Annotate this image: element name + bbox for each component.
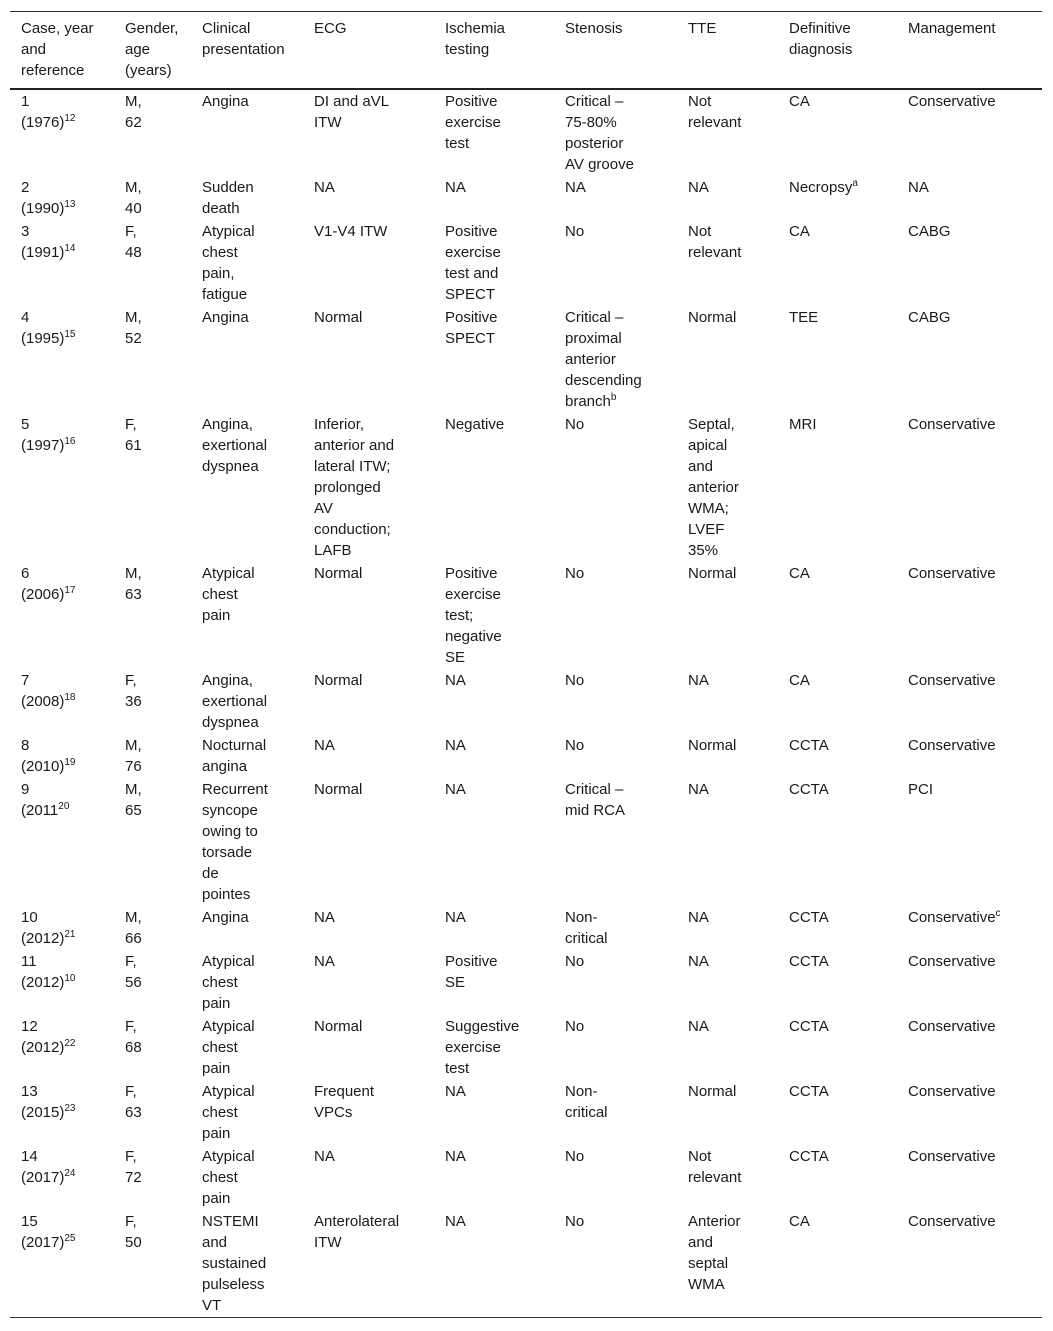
cell-ischemia-testing: Positive exercise test; negative SE — [445, 565, 502, 666]
table-row — [10, 669, 1042, 734]
cell-tte: Septal, apical and anterior WMA; LVEF 35% — [688, 416, 739, 559]
cell-clinical-presentation: Atypical chest pain — [202, 1083, 255, 1142]
case-year: (2006) — [21, 586, 65, 603]
cell-stenosis: Critical – mid RCA — [565, 781, 626, 819]
cell-ischemia-testing: NA — [445, 909, 466, 926]
cell-tte: NA — [688, 909, 709, 926]
cell-ischemia-testing: Positive exercise test — [445, 93, 501, 152]
table-header — [10, 12, 1042, 90]
header-clinical-presentation: Clinical presentation — [202, 20, 285, 58]
cell-case — [10, 1015, 114, 1080]
cell-management: PCI — [908, 781, 934, 798]
case-number: 10 — [21, 909, 38, 926]
cell-ischemia-testing: NA — [445, 179, 466, 196]
gender: F, — [125, 1148, 137, 1165]
table-row — [10, 562, 1042, 669]
cell-stenosis: No — [565, 565, 585, 582]
case-reference: 23 — [64, 1103, 76, 1114]
gender: M, — [125, 909, 142, 926]
cell-definitive-diagnosis: CCTA — [789, 737, 829, 754]
cell-ecg: Anterolateral ITW — [314, 1213, 400, 1251]
cell-case — [10, 734, 114, 778]
cell-management: CABG — [908, 309, 951, 326]
gender: F, — [125, 416, 137, 433]
cell-clinical-presentation: Recurrent syncope owing to torsade de pointes — [202, 781, 268, 903]
cell-tte: NA — [688, 1018, 709, 1035]
cell-ecg: Normal — [314, 1018, 363, 1035]
case-year: (2015) — [21, 1104, 65, 1121]
case-reference: 21 — [64, 929, 76, 940]
gender: M, — [125, 179, 142, 196]
case-reference: 14 — [64, 243, 76, 254]
cell-ischemia-testing: NA — [445, 1148, 466, 1165]
case-reference: 10 — [64, 973, 76, 984]
cell-ischemia-testing: Positive SE — [445, 953, 498, 991]
case-number: 4 — [21, 309, 30, 326]
cell-clinical-presentation: Atypical chest pain — [202, 953, 255, 1012]
case-number: 13 — [21, 1083, 38, 1100]
cell-stenosis: No — [565, 416, 585, 433]
cell-tte: NA — [688, 953, 709, 970]
cell-case — [10, 1080, 114, 1145]
header-gender-age: Gender, age (years) — [125, 20, 179, 79]
cell-tte: Normal — [688, 309, 737, 326]
cell-stenosis: Critical – 75-80% posterior AV groove — [565, 93, 634, 173]
age: 56 — [125, 974, 142, 991]
cell-ecg: Normal — [314, 309, 363, 326]
case-number: 8 — [21, 737, 30, 754]
case-reference: 15 — [64, 329, 76, 340]
cell-ecg: NA — [314, 953, 335, 970]
cell-case — [10, 669, 114, 734]
case-year: (1995) — [21, 330, 65, 347]
cell-stenosis: Non- critical — [565, 909, 608, 947]
cell-gender-age — [114, 906, 191, 950]
cell-ischemia-testing: Negative — [445, 416, 505, 433]
gender: F, — [125, 672, 137, 689]
cell-gender-age — [114, 1080, 191, 1145]
cell-ecg: Frequent VPCs — [314, 1083, 375, 1121]
cell-definitive-diagnosis: CCTA — [789, 781, 829, 798]
cell-management: Conservative — [908, 737, 996, 754]
cell-definitive-diagnosis: CA — [789, 1213, 810, 1230]
gender: M, — [125, 781, 142, 798]
cell-gender-age — [114, 950, 191, 1015]
case-year: (2010) — [21, 758, 65, 775]
case-reference: 25 — [64, 1233, 76, 1244]
table-row — [10, 1145, 1042, 1210]
cell-ecg: NA — [314, 179, 335, 196]
cell-tte: NA — [688, 179, 709, 196]
cell-clinical-presentation: Nocturnal angina — [202, 737, 267, 775]
table-row — [10, 906, 1042, 950]
cell-gender-age — [114, 176, 191, 220]
case-reference: 16 — [64, 436, 76, 447]
cell-tte: Not relevant — [688, 1148, 742, 1186]
cell-stenosis: No — [565, 223, 585, 240]
case-year: (2012) — [21, 974, 65, 991]
cell-definitive-diagnosis: CA — [789, 565, 810, 582]
cell-definitive-diagnosis: CA — [789, 672, 810, 689]
age: 48 — [125, 244, 142, 261]
gender: F, — [125, 223, 137, 240]
cell-stenosis: No — [565, 953, 585, 970]
age: 63 — [125, 586, 142, 603]
cell-stenosis: No — [565, 672, 585, 689]
cell-stenosis: Critical – proximal anterior descending branch$^b$ — [565, 309, 642, 410]
case-number: 9 — [21, 781, 30, 798]
header-ischemia-testing: Ischemia testing — [445, 20, 506, 58]
cell-ecg: Normal — [314, 565, 363, 582]
cell-definitive-diagnosis: CCTA — [789, 909, 829, 926]
gender: F, — [125, 953, 137, 970]
cell-clinical-presentation: NSTEMI and sustained pulseless VT — [202, 1213, 267, 1314]
cell-management: Conservative — [908, 672, 996, 689]
cell-gender-age — [114, 778, 191, 906]
age: 65 — [125, 802, 142, 819]
cell-definitive-diagnosis: CA — [789, 93, 810, 110]
case-reference: 18 — [64, 692, 76, 703]
cell-case — [10, 220, 114, 306]
table-row — [10, 306, 1042, 413]
case-year: (2017) — [21, 1234, 65, 1251]
table-row — [10, 89, 1042, 176]
cell-ecg: DI and aVL ITW — [314, 93, 390, 131]
cell-management: NA — [908, 179, 929, 196]
case-table-container — [10, 11, 1042, 1318]
case-number: 6 — [21, 565, 30, 582]
cell-management: Conservative — [908, 1213, 996, 1230]
cell-gender-age — [114, 562, 191, 669]
header-ecg: ECG — [314, 20, 347, 37]
case-number: 11 — [21, 953, 37, 970]
cell-definitive-diagnosis: TEE — [789, 309, 819, 326]
cell-management: Conservative — [908, 416, 996, 433]
case-number: 3 — [21, 223, 30, 240]
age: 66 — [125, 930, 142, 947]
cell-tte: NA — [688, 781, 709, 798]
case-year: (1990) — [21, 200, 65, 217]
case-number: 14 — [21, 1148, 38, 1165]
cell-management: Conservative — [908, 93, 996, 110]
cell-case — [10, 562, 114, 669]
case-reference: 20 — [58, 801, 70, 812]
table-row — [10, 1210, 1042, 1318]
cell-ischemia-testing: NA — [445, 672, 466, 689]
cell-gender-age — [114, 1145, 191, 1210]
cell-tte: Normal — [688, 1083, 737, 1100]
gender: F, — [125, 1018, 137, 1035]
case-year: (2012) — [21, 930, 65, 947]
case-year: (2008) — [21, 693, 65, 710]
cell-tte: Normal — [688, 565, 737, 582]
cell-gender-age — [114, 1015, 191, 1080]
table-row — [10, 176, 1042, 220]
gender: M, — [125, 565, 142, 582]
cell-tte: Anterior and septal WMA — [688, 1213, 741, 1293]
case-year: (1976) — [21, 114, 65, 131]
age: 63 — [125, 1104, 142, 1121]
cell-clinical-presentation: Atypical chest pain — [202, 1018, 255, 1077]
cell-tte: NA — [688, 672, 709, 689]
gender: F, — [125, 1083, 137, 1100]
cell-definitive-diagnosis: CCTA — [789, 1148, 829, 1165]
cell-case — [10, 906, 114, 950]
case-year: (1997) — [21, 437, 65, 454]
case-reference: 17 — [64, 585, 76, 596]
cell-management: Conservative — [908, 1148, 996, 1165]
cell-case — [10, 413, 114, 562]
table-row — [10, 413, 1042, 562]
cell-clinical-presentation: Angina, exertional dyspnea — [202, 672, 268, 731]
cell-management: Conservative$^c$ — [908, 908, 1001, 926]
age: 50 — [125, 1234, 142, 1251]
case-year: (2017) — [21, 1169, 65, 1186]
cell-clinical-presentation: Sudden death — [202, 179, 254, 217]
age: 68 — [125, 1039, 142, 1056]
case-number: 12 — [21, 1018, 38, 1035]
cell-ecg: Normal — [314, 781, 363, 798]
header-row — [10, 12, 1042, 90]
table-row — [10, 778, 1042, 906]
table-row — [10, 734, 1042, 778]
cell-case — [10, 306, 114, 413]
cell-stenosis: No — [565, 1148, 585, 1165]
cell-tte: Not relevant — [688, 223, 742, 261]
cell-ischemia-testing: NA — [445, 781, 466, 798]
cell-stenosis: No — [565, 737, 585, 754]
table-row — [10, 950, 1042, 1015]
header-definitive-diagnosis: Definitive diagnosis — [789, 20, 853, 58]
age: 62 — [125, 114, 142, 131]
case-reference: 24 — [64, 1168, 76, 1179]
cell-management: Conservative — [908, 953, 996, 970]
cell-definitive-diagnosis: CCTA — [789, 1083, 829, 1100]
age: 52 — [125, 330, 142, 347]
cell-gender-age — [114, 89, 191, 176]
cell-ischemia-testing: NA — [445, 1083, 466, 1100]
cell-stenosis: No — [565, 1213, 585, 1230]
cell-case — [10, 176, 114, 220]
case-reference: 19 — [64, 757, 76, 768]
cell-definitive-diagnosis: CCTA — [789, 953, 829, 970]
case-number: 7 — [21, 672, 30, 689]
cell-case — [10, 1210, 114, 1318]
cell-gender-age — [114, 669, 191, 734]
cell-management: Conservative — [908, 1083, 996, 1100]
cell-clinical-presentation: Atypical chest pain — [202, 1148, 255, 1207]
age: 40 — [125, 200, 142, 217]
cell-ecg: Normal — [314, 672, 363, 689]
cell-clinical-presentation: Angina — [202, 93, 249, 110]
header-management: Management — [908, 20, 996, 37]
cell-stenosis: Non- critical — [565, 1083, 608, 1121]
cell-gender-age — [114, 734, 191, 778]
case-reports-table — [10, 11, 1042, 1318]
cell-ecg: Inferior, anterior and lateral ITW; prolonged AV conduction; LAFB — [314, 416, 395, 559]
gender: M, — [125, 309, 142, 326]
case-number: 1 — [21, 93, 30, 110]
header-stenosis: Stenosis — [565, 20, 623, 37]
table-row — [10, 1080, 1042, 1145]
cell-gender-age — [114, 220, 191, 306]
case-year: (2012) — [21, 1039, 65, 1056]
gender: M, — [125, 93, 142, 110]
age: 72 — [125, 1169, 142, 1186]
cell-definitive-diagnosis: Necropsy$^a$ — [789, 178, 858, 196]
cell-case — [10, 950, 114, 1015]
cell-ischemia-testing: Positive exercise test and SPECT — [445, 223, 501, 303]
cell-tte: Normal — [688, 737, 737, 754]
cell-stenosis: NA — [565, 179, 586, 196]
cell-definitive-diagnosis: CA — [789, 223, 810, 240]
case-number: 15 — [21, 1213, 38, 1230]
cell-ischemia-testing: NA — [445, 1213, 466, 1230]
case-year: (1991) — [21, 244, 65, 261]
case-reference: 13 — [64, 199, 76, 210]
age: 36 — [125, 693, 142, 710]
table-row — [10, 220, 1042, 306]
cell-definitive-diagnosis: MRI — [789, 416, 817, 433]
cell-ecg: V1-V4 ITW — [314, 223, 388, 240]
header-case: Case, year and reference — [21, 20, 94, 79]
cell-management: Conservative — [908, 1018, 996, 1035]
cell-case — [10, 778, 114, 906]
gender: F, — [125, 1213, 137, 1230]
case-reference: 12 — [64, 113, 76, 124]
case-reference: 22 — [64, 1038, 76, 1049]
cell-ischemia-testing: Suggestive exercise test — [445, 1018, 520, 1077]
cell-clinical-presentation: Angina — [202, 909, 249, 926]
cell-tte: Not relevant — [688, 93, 742, 131]
cell-definitive-diagnosis: CCTA — [789, 1018, 829, 1035]
case-number: 5 — [21, 416, 30, 433]
cell-clinical-presentation: Atypical chest pain — [202, 565, 255, 624]
header-tte: TTE — [688, 20, 717, 37]
cell-clinical-presentation: Angina, exertional dyspnea — [202, 416, 268, 475]
cell-management: CABG — [908, 223, 951, 240]
cell-ecg: NA — [314, 909, 335, 926]
cell-management: Conservative — [908, 565, 996, 582]
gender: M, — [125, 737, 142, 754]
case-number: 2 — [21, 179, 30, 196]
cell-ecg: NA — [314, 1148, 335, 1165]
cell-case — [10, 89, 114, 176]
cell-gender-age — [114, 306, 191, 413]
cell-ischemia-testing: NA — [445, 737, 466, 754]
cell-ischemia-testing: Positive SPECT — [445, 309, 498, 347]
table-row — [10, 1015, 1042, 1080]
case-year: (2011 — [21, 802, 59, 819]
cell-ecg: NA — [314, 737, 335, 754]
cell-stenosis: No — [565, 1018, 585, 1035]
table-body — [10, 89, 1042, 1318]
cell-gender-age — [114, 413, 191, 562]
age: 61 — [125, 437, 142, 454]
age: 76 — [125, 758, 142, 775]
cell-clinical-presentation: Angina — [202, 309, 249, 326]
cell-case — [10, 1145, 114, 1210]
cell-gender-age — [114, 1210, 191, 1318]
cell-clinical-presentation: Atypical chest pain, fatigue — [202, 223, 255, 303]
